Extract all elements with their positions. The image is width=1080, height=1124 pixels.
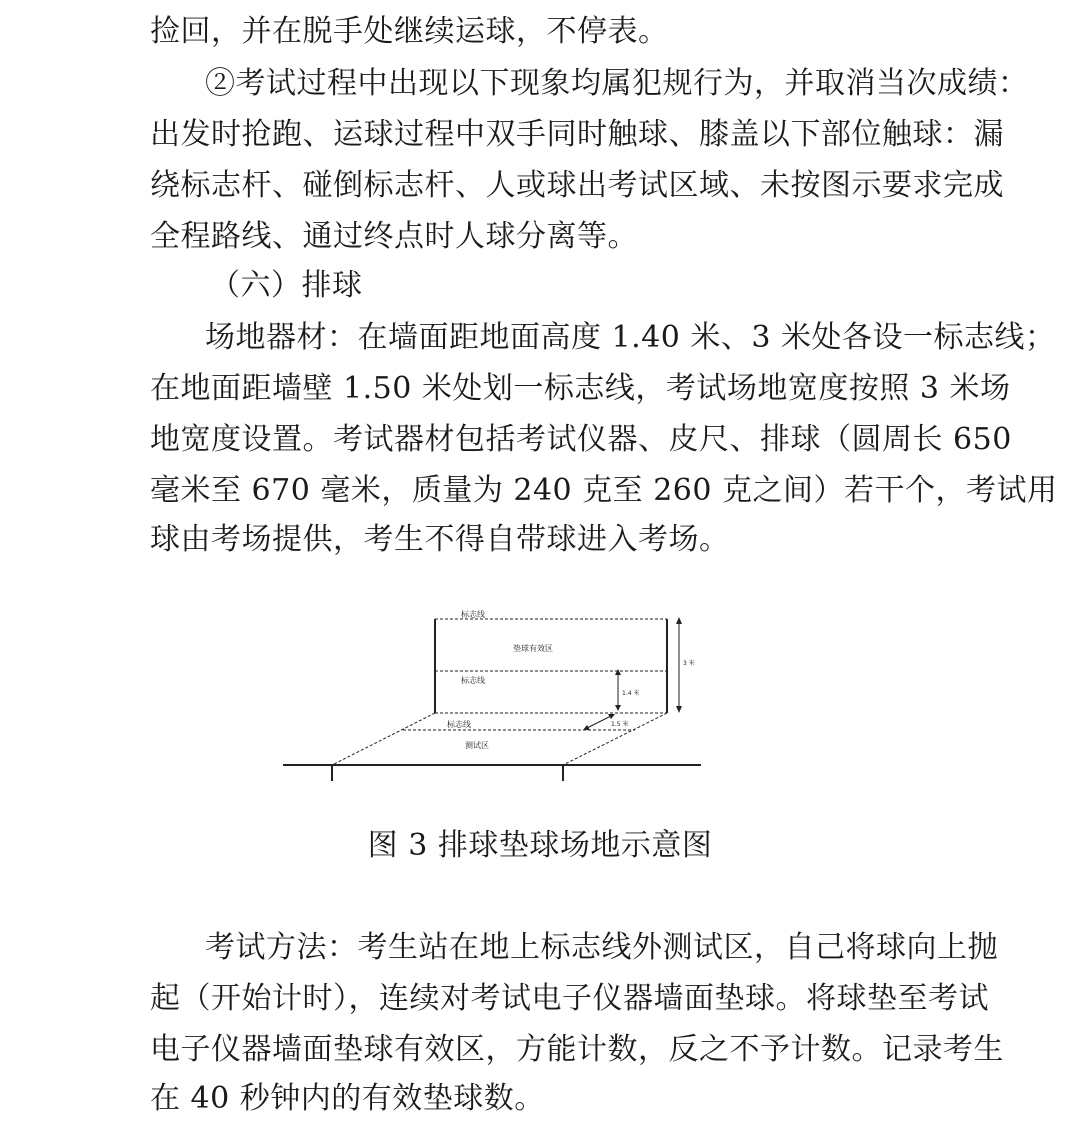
arrow-head-down [676,706,682,713]
section-heading: （六）排球 [210,268,363,303]
floor-left-edge [332,713,435,765]
paragraph-line: 捡回，并在脱手处继续运球，不停表。 [150,14,669,49]
label-floor-line: 标志线 [447,720,471,729]
paragraph-line: 起（开始计时），连续对考试电子仪器墙面垫球。将球垫至考试 [150,981,989,1016]
arrow-head-up [676,617,682,624]
paragraph-line: 在 40 秒钟内的有效垫球数。 [150,1081,545,1116]
paragraph-line: 出发时抢跑、运球过程中双手同时触球、膝盖以下部位触球：漏 [150,117,1004,152]
paragraph-line: 电子仪器墙面垫球有效区，方能计数，反之不予计数。记录考生 [150,1032,1004,1067]
label-distance: 1.5 米 [611,721,629,728]
paragraph-line: 毫米至 670 毫米，质量为 240 克至 260 克之间）若干个，考试用 [150,473,1058,508]
paragraph-line: ②考试过程中出现以下现象均属犯规行为，并取消当次成绩： [205,66,1029,101]
paragraph-line: 在地面距墙壁 1.50 米处划一标志线，考试场地宽度按照 3 米场 [150,371,1011,406]
arrow-head-down [615,705,621,711]
label-zone: 垫球有效区 [513,644,553,653]
paragraph-line: 绕标志杆、碰倒标志杆、人或球出考试区域、未按图示要求完成 [150,168,1004,203]
label-mid-line: 标志线 [461,676,485,685]
paragraph-line: 全程路线、通过终点时人球分离等。 [150,219,638,254]
court-diagram [275,605,705,785]
label-test-area: 测试区 [465,741,489,750]
paragraph-line: 球由考场提供，考生不得自带球进入考场。 [150,522,730,557]
arrow-head-up [615,669,621,675]
label-height-high: 3 米 [683,660,695,667]
label-top-line: 标志线 [461,610,485,619]
label-height-low: 1.4 米 [622,690,640,697]
paragraph-line: 地宽度设置。考试器材包括考试仪器、皮尺、排球（圆周长 650 [150,422,1012,457]
distance-arrow [585,715,613,729]
figure-caption: 图 3 排球垫球场地示意图 [367,828,713,863]
paragraph-line: 场地器材：在墙面距地面高度 1.40 米、3 米处各设一标志线； [205,320,1056,355]
paragraph-line: 考试方法：考生站在地上标志线外测试区，自己将球向上抛 [205,930,998,965]
